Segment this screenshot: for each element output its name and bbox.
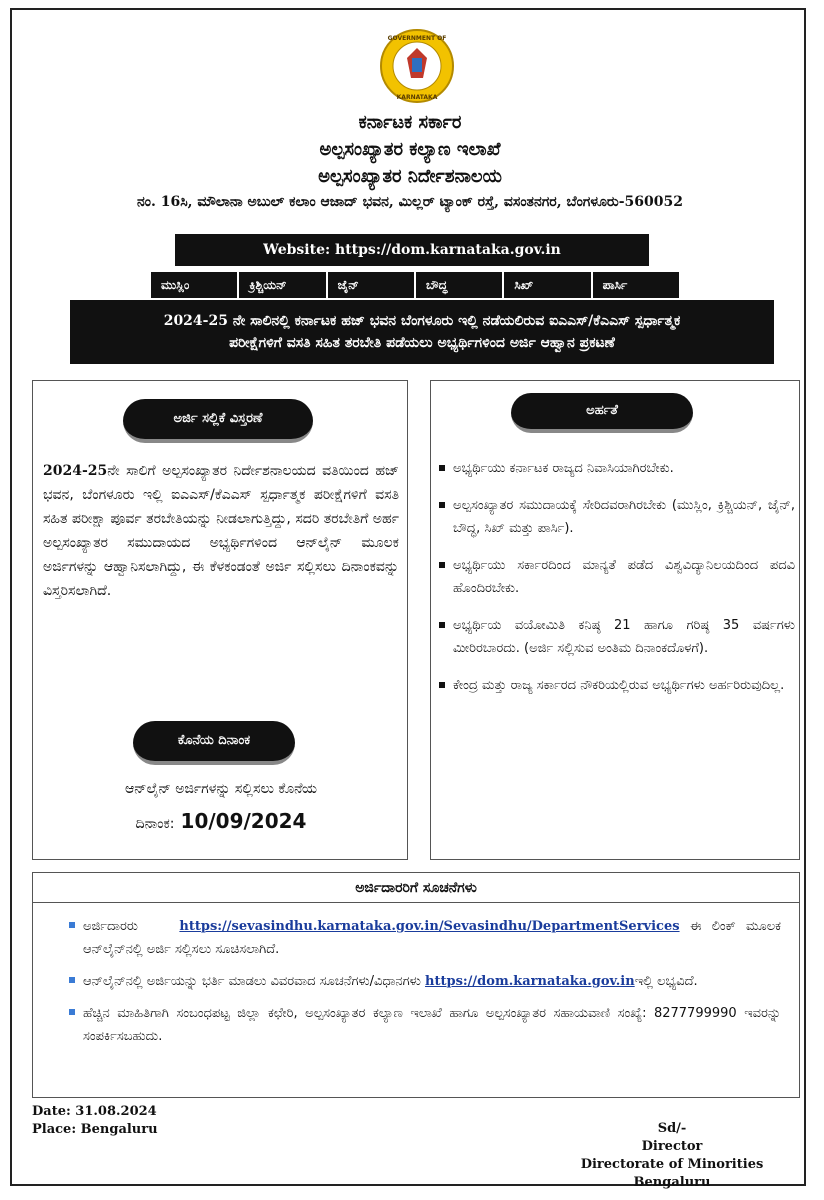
eligibility-list bbox=[439, 457, 795, 711]
deadline-date-row bbox=[33, 809, 409, 833]
logo-top-text: GOVERNMENT OF bbox=[387, 35, 447, 42]
deadline-date: 10/09/2024 bbox=[180, 809, 307, 833]
instruction-item-1: ಅರ್ಜಿದಾರರು https://sevasindhu.karnataka.gov.in/Sevasindhu/DepartmentServices ಈ ಲಿಂಕ್ ಮೂಲಕ ಆನ್‌ಲೈನ್‌ನಲ್ಲಿ ಅರ್ಜಿ ಸಲ್ಲಿಸಲು ಸೂಚಿಸಲಾಗಿದೆ. bbox=[69, 915, 781, 961]
deadline-heading: ಕೊನೆಯ ದಿನಾಂಕ bbox=[133, 721, 295, 765]
notice-page bbox=[10, 8, 806, 1190]
dom-website-link[interactable]: https://dom.karnataka.gov.in bbox=[425, 974, 635, 989]
eligibility-item: ಕೇಂದ್ರ ಮತ್ತು ರಾಜ್ಯ ಸರ್ಕಾರದ ನೌಕರಿಯಲ್ಲಿರುವ ಅಭ್ಯರ್ಥಿಗಳು ಅರ್ಹರಿರುವುದಿಲ್ಲ. bbox=[439, 674, 795, 697]
header-address: ನಂ. 16ಸಿ, ಮೌಲಾನಾ ಅಬುಲ್ ಕಲಾಂ ಆಜಾದ್ ಭವನ, ಮಿಲ್ಲರ್ ಟ್ಯಾಂಕ್ ರಸ್ತೆ, ವಸಂತನಗರ, ಬೆಂಗಳೂರು-560052 bbox=[136, 194, 684, 210]
signature-block bbox=[572, 1120, 772, 1192]
communities-bar bbox=[151, 272, 679, 298]
extension-section bbox=[32, 380, 408, 860]
header-directorate: ಅಲ್ಪಸಂಖ್ಯಾತರ ನಿರ್ದೇಶನಾಲಯ bbox=[318, 166, 502, 187]
instructions-section bbox=[32, 872, 800, 1098]
signature-title: Director bbox=[641, 1139, 703, 1154]
footer-place: Place: Bengaluru bbox=[32, 1122, 158, 1137]
deadline-text: ಆನ್‌ಲೈನ್ ಅರ್ಜಿಗಳನ್ನು ಸಲ್ಲಿಸಲು ಕೊನೆಯ bbox=[124, 781, 318, 797]
eligibility-item: ಅಭ್ಯರ್ಥಿಯ ವಯೋಮಿತಿ ಕನಿಷ್ಠ 21 ಹಾಗೂ ಗರಿಷ್ಠ 35 ವರ್ಷಗಳು ಮೀರಿರಬಾರದು. (ಅರ್ಜಿ ಸಲ್ಲಿಸುವ ಅಂತಿಮ ದಿನಾಂಕದೊಳಗೆ). bbox=[439, 614, 795, 660]
signature-sd: Sd/- bbox=[657, 1121, 687, 1136]
community-christian: ಕ್ರಿಶ್ಚಿಯನ್ bbox=[239, 272, 327, 298]
notice-year: 2024-25 bbox=[163, 313, 228, 329]
deadline-label: ದಿನಾಂಕ: bbox=[135, 816, 175, 832]
community-buddhist: ಬೌದ್ಧ bbox=[416, 272, 504, 298]
website-banner[interactable]: Website: https://dom.karnataka.gov.in bbox=[175, 234, 649, 266]
karnataka-emblem-logo bbox=[379, 28, 455, 104]
header-government: ಕರ್ನಾಟಕ ಸರ್ಕಾರ bbox=[358, 112, 462, 133]
community-parsi: ಪಾರ್ಸಿ bbox=[602, 278, 628, 292]
extension-text: 2024-25ನೇ ಸಾಲಿಗೆ ಅಲ್ಪಸಂಖ್ಯಾತರ ನಿರ್ದೇಶನಾಲಯದ ವತಿಯಿಂದ ಹಜ್ ಭವನ, ಬೆಂಗಳೂರು ಇಲ್ಲಿ ಐಎಎಸ್/ಕೆಎಎಸ್ ಸ್ಪರ್ಧಾತ್ಮಕ ಪರೀಕ್ಷೆಗಳಿಗೆ ವಸತಿ ಸಹಿತ ಪರೀಕ್ಷಾ ಪೂರ್ವ ತರಬೇತಿಯನ್ನು ನೀಡಲಾಗುತ್ತಿದ್ದು, ಸದರಿ ತರಬೇತಿಗೆ ಅರ್ಹ ಅಲ್ಪಸಂಖ್ಯಾತರ ಸಮುದಾಯದ ಅಭ್ಯರ್ಥಿಗಳಿಂದ ಆನ್‌ಲೈನ್ ಮೂಲಕ ಅರ್ಜಿಗಳನ್ನು ಆಹ್ವಾನಿಸಲಾಗಿದ್ದು, ಈ ಕೆಳಕಂಡಂತೆ ಅರ್ಜಿ ಸಲ್ಲಿಸಲು ದಿನಾಂಕವನ್ನು ವಿಸ್ತರಿಸಲಾಗಿದೆ. bbox=[43, 463, 399, 599]
instruction-item-3: ಹೆಚ್ಚಿನ ಮಾಹಿತಿಗಾಗಿ ಸಂಬಂಧಪಟ್ಟ ಜಿಲ್ಲಾ ಕಛೇರಿ, ಅಲ್ಪಸಂಖ್ಯಾತರ ಕಲ್ಯಾಣ ಇಲಾಖೆ ಹಾಗೂ ಅಲ್ಪಸಂಖ್ಯಾತರ ಸಹಾಯವಾಣಿ ಸಂಖ್ಯೆ: 8277799990 ಇವರನ್ನು ಸಂಪರ್ಕಿಸಬಹುದು. bbox=[69, 1002, 781, 1048]
signature-city: Bengaluru bbox=[633, 1175, 711, 1190]
instructions-list bbox=[69, 915, 781, 1057]
header-department: ಅಲ್ಪಸಂಖ್ಯಾತರ ಕಲ್ಯಾಣ ಇಲಾಖೆ bbox=[319, 139, 501, 160]
extension-year: 2024-25 bbox=[43, 463, 108, 479]
notice-banner bbox=[70, 300, 774, 364]
instruction-item-2: ಆನ್‌ಲೈನ್‌ನಲ್ಲಿ ಅರ್ಜಿಯನ್ನು ಭರ್ತಿ ಮಾಡಲು ವಿವರವಾದ ಸೂಚನೆಗಳು/ವಿಧಾನಗಳು https://dom.karnataka.gov.inಇಲ್ಲಿ ಲಭ್ಯವಿದೆ. bbox=[69, 970, 781, 993]
eligibility-section bbox=[430, 380, 800, 860]
notice-line-2: ಪರೀಕ್ಷೆಗಳಿಗೆ ವಸತಿ ಸಹಿತ ತರಬೇತಿ ಪಡೆಯಲು ಅಭ್ಯರ್ಥಿಗಳಿಂದ ಅರ್ಜಿ ಆಹ್ವಾನ ಪ್ರಕಟಣೆ bbox=[229, 335, 615, 351]
eligibility-item: ಅಭ್ಯರ್ಥಿಯು ಸರ್ಕಾರದಿಂದ ಮಾನ್ಯತೆ ಪಡೆದ ವಿಶ್ವವಿದ್ಯಾನಿಲಯದಿಂದ ಪದವಿ ಹೊಂದಿರಬೇಕು. bbox=[439, 554, 795, 600]
signature-office: Directorate of Minorities bbox=[580, 1157, 764, 1172]
extension-heading: ಅರ್ಜಿ ಸಲ್ಲಿಕೆ ವಿಸ್ತರಣೆ bbox=[123, 399, 313, 443]
community-sikh: ಸಿಖ್ bbox=[504, 272, 592, 298]
community-muslim: ಮುಸ್ಲಿಂ bbox=[151, 272, 239, 298]
logo-bottom-text: KARNATAKA bbox=[396, 94, 438, 101]
footer-date: Date: 31.08.2024 bbox=[32, 1104, 157, 1119]
community-jain: ಜೈನ್ bbox=[328, 272, 416, 298]
eligibility-item: ಅಲ್ಪಸಂಖ್ಯಾತರ ಸಮುದಾಯಕ್ಕೆ ಸೇರಿದವರಾಗಿರಬೇಕು (ಮುಸ್ಲಿಂ, ಕ್ರಿಶ್ಚಿಯನ್, ಜೈನ್, ಬೌದ್ಧ, ಸಿಖ್ ಮತ್ತು ಪಾರ್ಸಿ). bbox=[439, 494, 795, 540]
sevasindhu-link[interactable]: https://sevasindhu.karnataka.gov.in/Sevasindhu/DepartmentServices bbox=[179, 919, 680, 934]
notice-line-1: 2024-25 ನೇ ಸಾಲಿನಲ್ಲಿ ಕರ್ನಾಟಕ ಹಜ್ ಭವನ ಬೆಂಗಳೂರು ಇಲ್ಲಿ ನಡೆಯಲಿರುವ ಐಎಎಸ್/ಕೆಎಎಸ್ ಸ್ಪರ್ಧಾತ್ಮಕ bbox=[163, 313, 681, 329]
eligibility-item: ಅಭ್ಯರ್ಥಿಯು ಕರ್ನಾಟಕ ರಾಜ್ಯದ ನಿವಾಸಿಯಾಗಿರಬೇಕು. bbox=[439, 457, 795, 480]
instructions-heading: ಅರ್ಜಿದಾರರಿಗೆ ಸೂಚನೆಗಳು bbox=[33, 873, 799, 903]
eligibility-heading: ಅರ್ಹತೆ bbox=[511, 393, 693, 433]
